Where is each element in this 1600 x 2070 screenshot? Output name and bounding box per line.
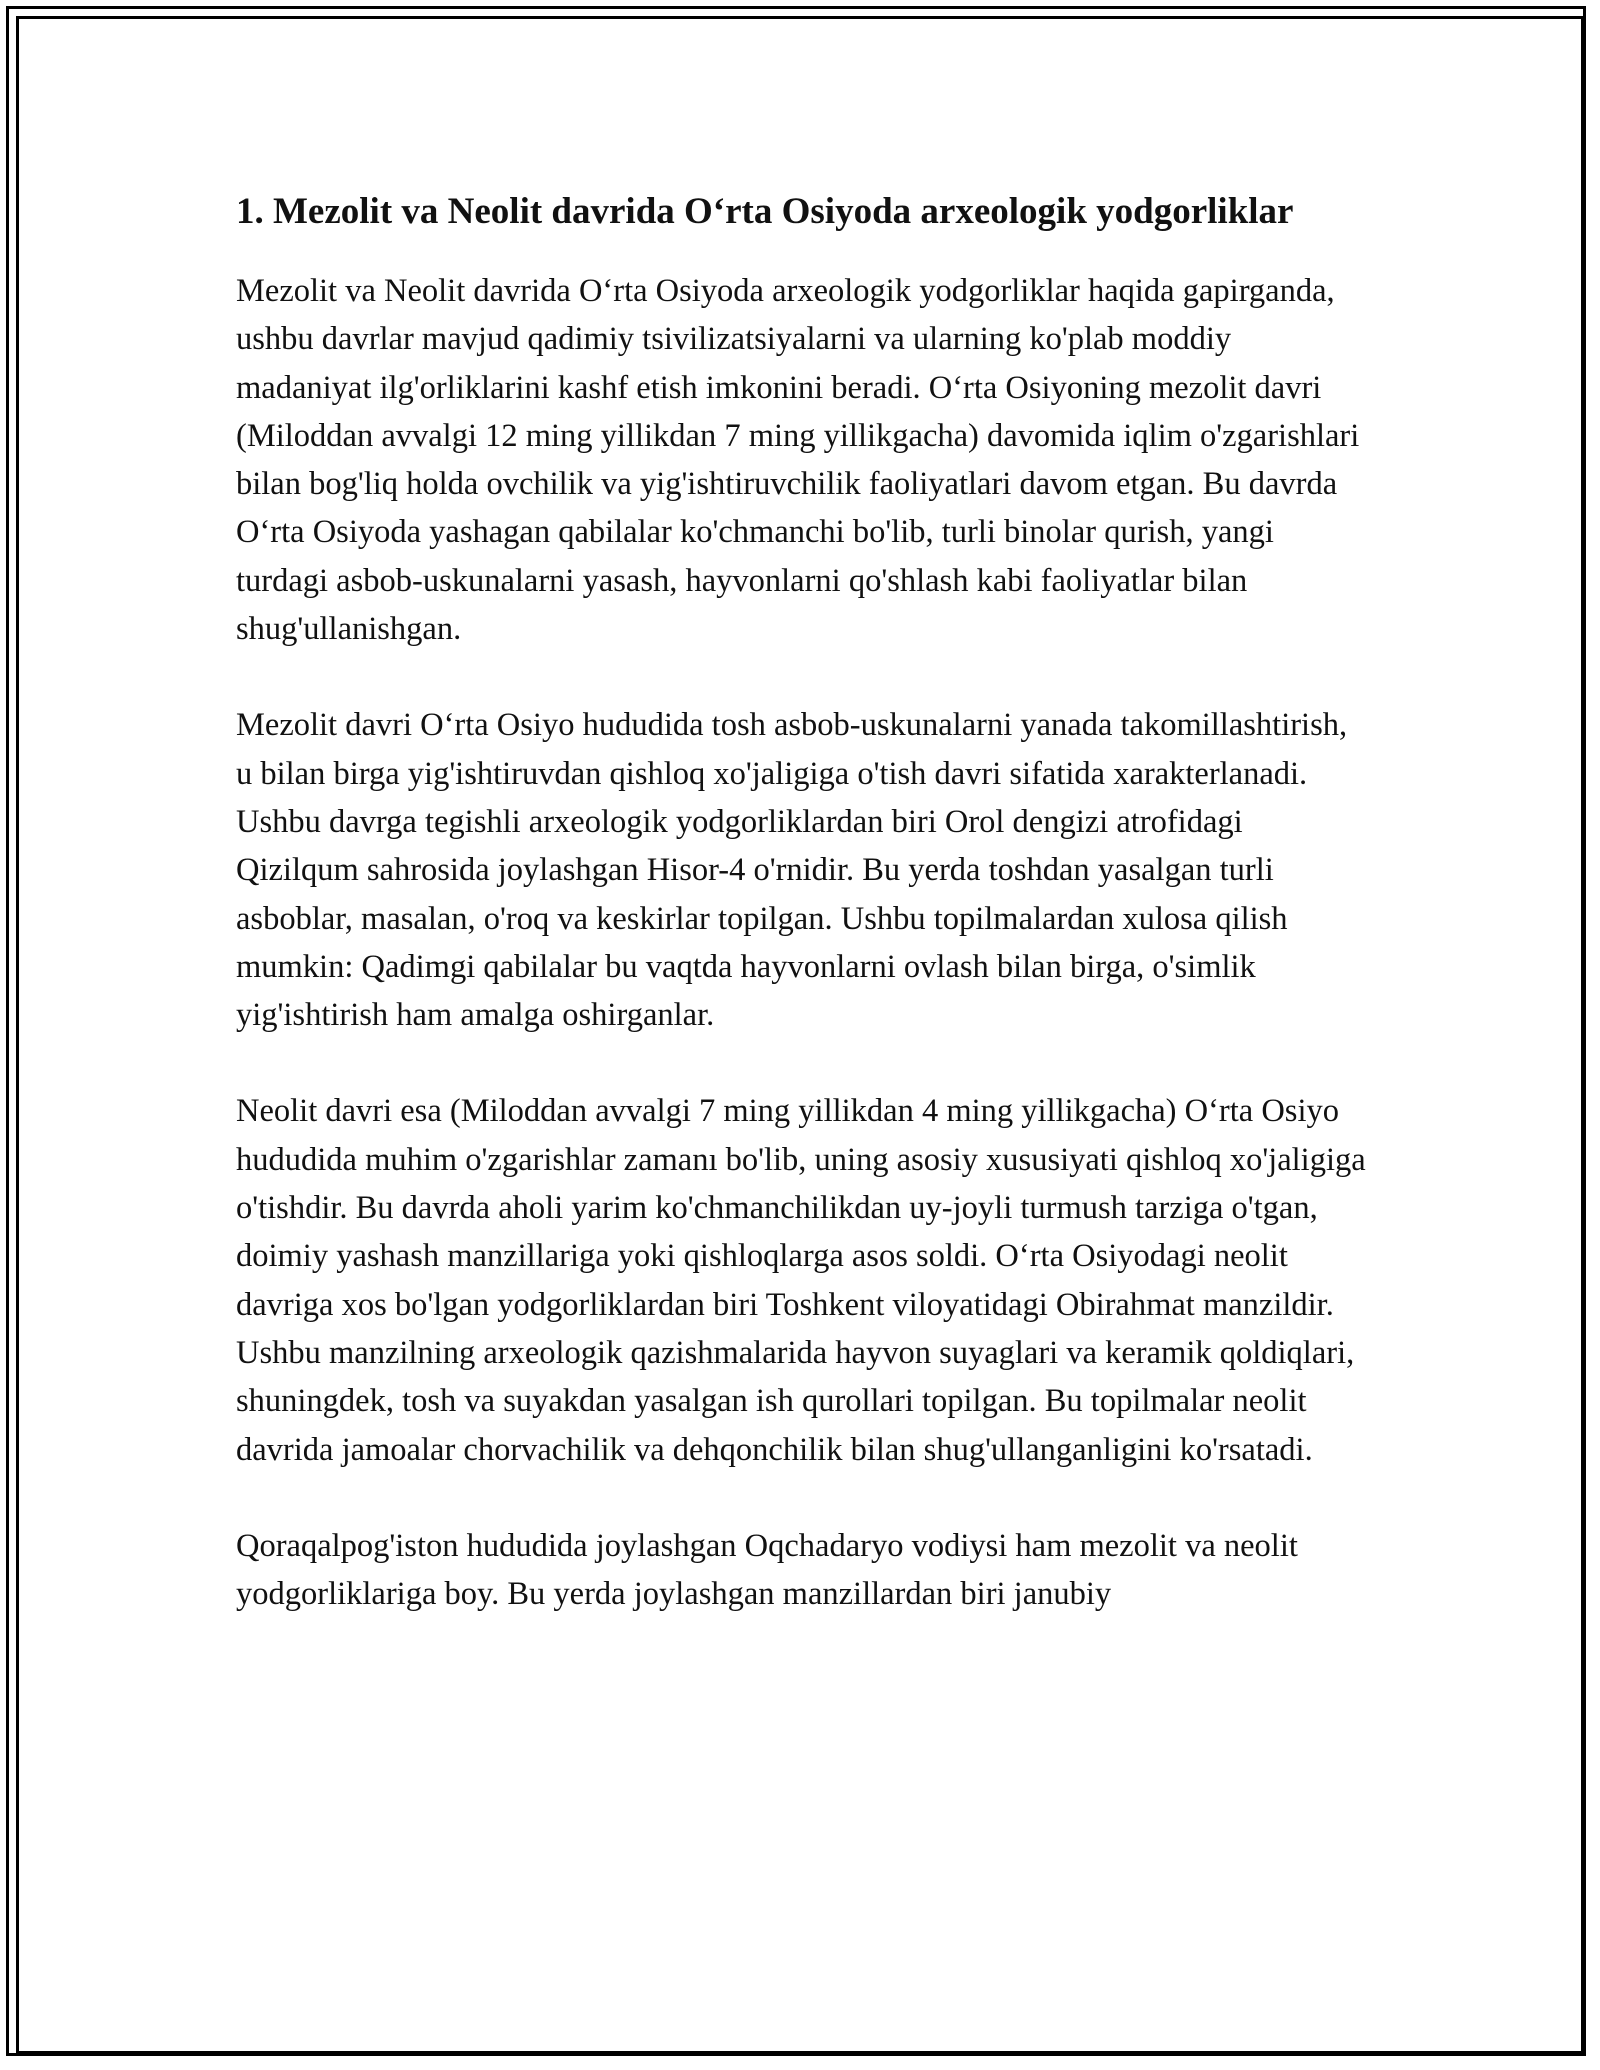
paragraph-1: Mezolit va Neolit davrida O‘rta Osiyoda arxeologik yodgorliklar haqida gapirganda, ushbu davrlar mavjud qadimiy tsivilizatsiyalarni va ularning ko'plab moddiy madaniyat ilg'orliklarini kashf etish imkonini beradi. O‘rta Osiyoning mezolit davri (Miloddan avvalgi 12 ming yillikdan 7 ming yillikgacha) davomida iqlim o'zgarishlari bilan bog'liq holda ovchilik va yig'ishtiruvchilik faoliyatlari davom etgan. Bu davrda O‘rta Osiyoda yashagan qabilalar ko'chmanchi bo'lib, turli binolar qurish, yangi turdagi asbob-uskunalarni yasash, hayvonlarni qo'shlash kabi faoliyatlar bilan shug'ullanishgan. — [236, 273, 1360, 648]
section-heading: 1. Mezolit va Neolit davrida O‘rta Osiyoda arxeologik yodgorliklar — [236, 191, 1294, 232]
paragraph-2: Mezolit davri O‘rta Osiyo hududida tosh asbob-uskunalarni yanada takomillashtirish, u bilan birga yig'ishtiruvdan qishloq xo'jaligiga o'tish davri sifatida xarakterlanadi. Ushbu davrga tegishli arxeologik yodgorliklardan biri Orol dengizi atrofidagi Qizilqum sahrosida joylashgan Hisor-4 o'rnidir. Bu yerda toshdan yasalgan turli asboblar, masalan, o'roq va keskirlar topilgan. Ushbu topilmalardan xulosa qilish mumkin: Qadimgi qabilalar bu vaqtda hayvonlarni ovlash bilan birga, o'simlik yig'ishtirish ham amalga oshirganlar. — [236, 707, 1348, 1034]
paragraph-4: Qoraqalpog'iston hududida joylashgan Oqchadaryo vodiysi ham mezolit va neolit yodgorliklariga boy. Bu yerda joylashgan manzillardan biri janubiy — [236, 1527, 1298, 1613]
paragraph-3: Neolit davri esa (Miloddan avvalgi 7 ming yillikdan 4 ming yillikgacha) O‘rta Osiyo hududida muhim o'zgarishlar zamanı bo'lib, uning asosiy xususiyati qishloq xo'jaligiga o'tishdir. Bu davrda aholi yarim ko'chmanchilikdan uy-joyli turmush tarziga o'tgan, doimiy yashash manzillariga yoki qishloqlarga asos soldi. O‘rta Osiyodagi neolit davriga xos bo'lgan yodgorliklardan biri Toshkent viloyatidagi Obirahmat manzildir. Ushbu manzilning arxeologik qazishmalarida hayvon suyaglari va keramik qoldiqlari, shuningdek, tosh va suyakdan yasalgan ish qurollari topilgan. Bu topilmalar neolit davrida jamoalar chorvachilik va dehqonchilik bilan shug'ullanganligini ko'rsatadi. — [236, 1093, 1366, 1468]
document-body — [236, 185, 1366, 1666]
